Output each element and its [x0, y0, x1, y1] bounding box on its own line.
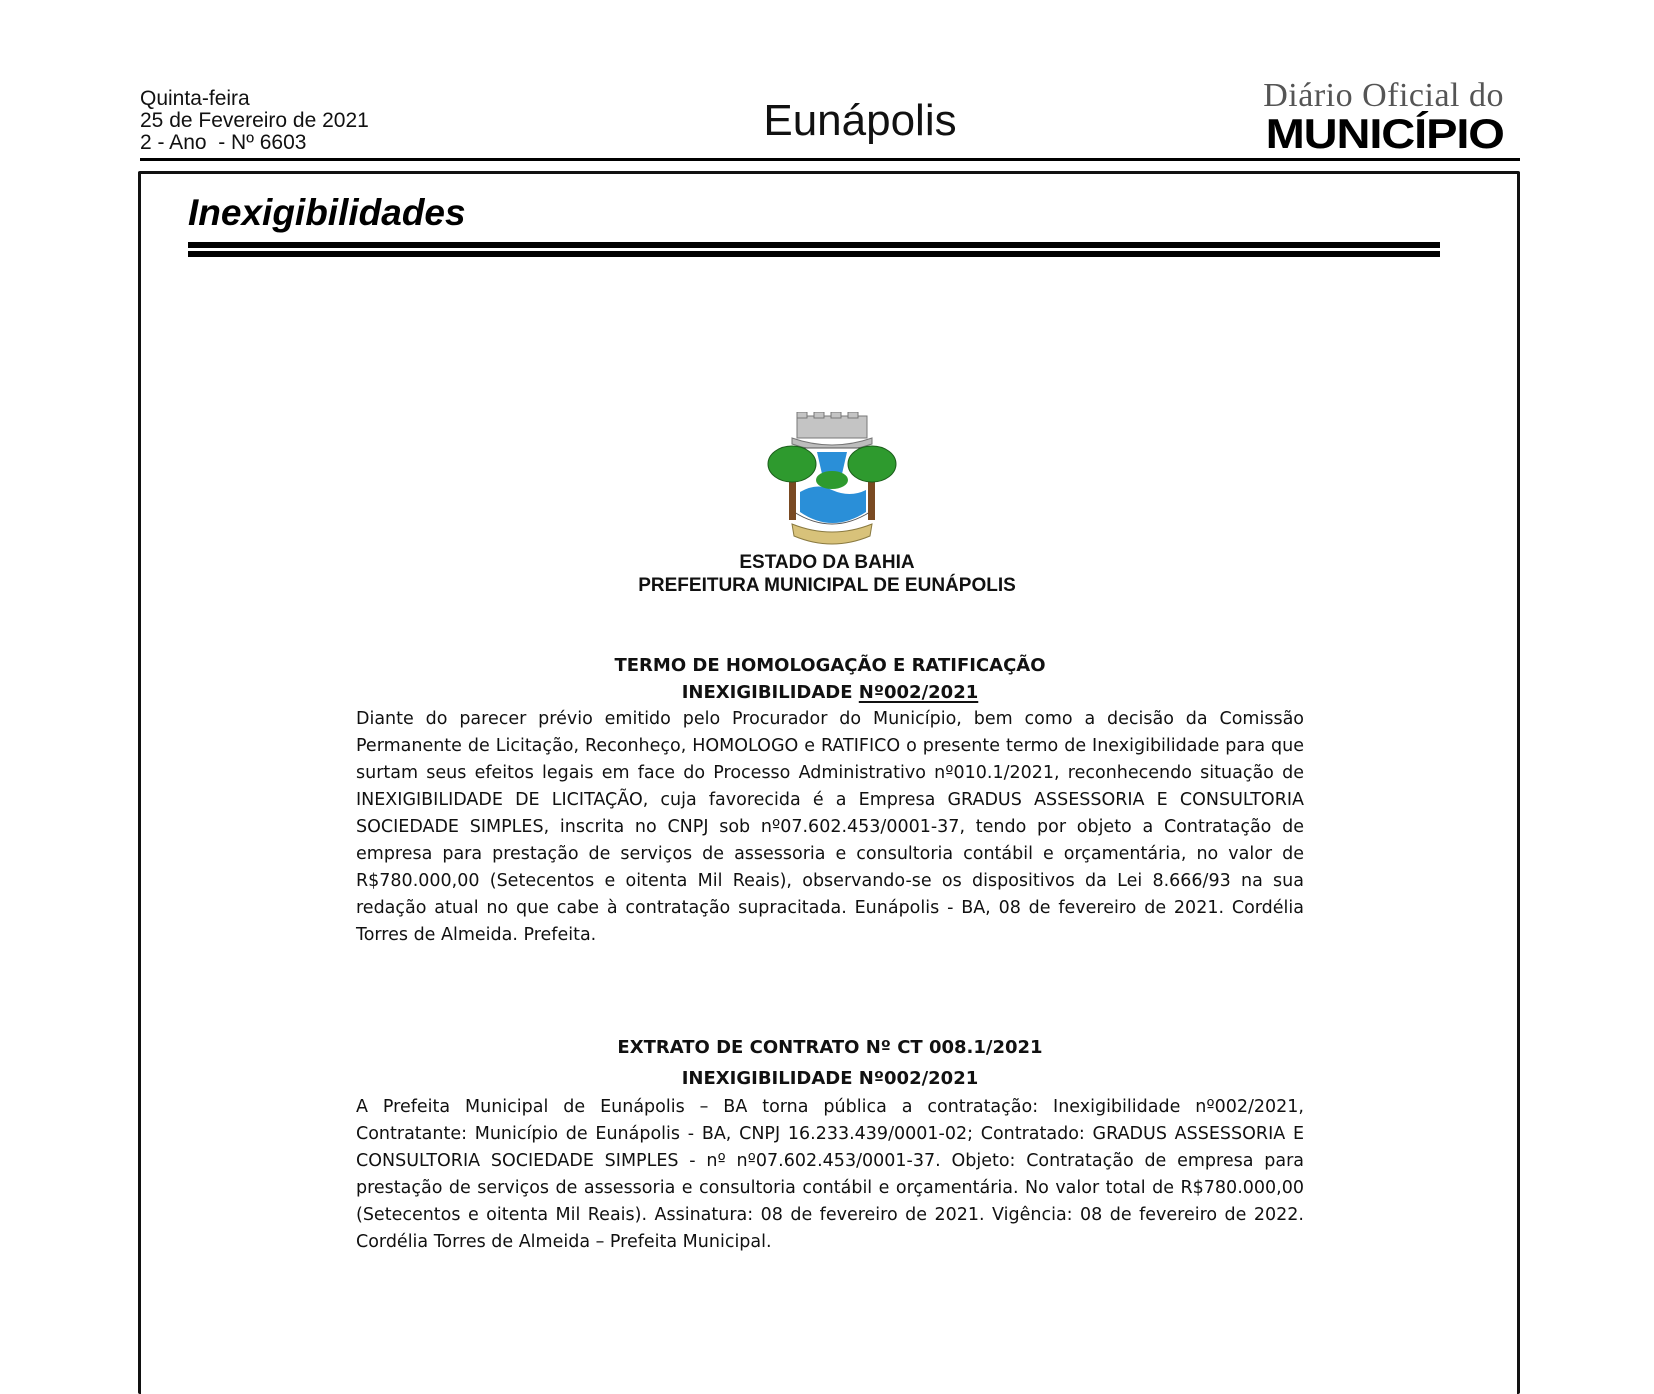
crown-icon	[792, 412, 872, 451]
section-rule-top	[188, 242, 1440, 248]
term-title: TERMO DE HOMOLOGAÇÃO E RATIFICAÇÃO	[614, 655, 1046, 676]
issue-weekday: Quinta-feira	[140, 87, 250, 110]
term-subtitle	[356, 679, 1304, 706]
contract-subtitle: INEXIGIBILIDADE Nº002/2021	[681, 1068, 979, 1089]
contract-title: EXTRATO DE CONTRATO Nº CT 008.1/2021	[617, 1037, 1043, 1058]
masthead-logo	[1263, 77, 1504, 157]
header-rule	[140, 158, 1520, 161]
section-title: Inexigibilidades	[188, 192, 466, 233]
issue-date: 25 de Fevereiro de 2021	[140, 109, 369, 132]
masthead-line2: MUNICÍPIO	[1265, 110, 1504, 157]
city-name: Eunápolis	[763, 96, 957, 145]
term-subtitle-number: Nº002/2021	[858, 682, 979, 703]
masthead-line1: Diário Oficial do	[1263, 77, 1504, 114]
homologation-term	[356, 652, 1304, 949]
issue-edition: 2 - Ano - Nº 6603	[140, 131, 307, 154]
term-subtitle-prefix: INEXIGIBILIDADE	[681, 682, 859, 703]
contract-body: A Prefeita Municipal de Eunápolis – BA torna pública a contratação: Inexigibilidade nº002/2021, Contratante: Município de Eunápolis - BA, CNPJ 16.233.439/0001-02; Contratado: GRADUS ASSESSORIA E CONSULTORIA SOCIEDADE SIMPLES - nº nº07.602.453/0001-37. Objeto: Contratação de empresa para prestação de serviços de assessoria e consultoria contábil e orçamentária. No valor total de R$780.000,00 (Setecentos e oitenta Mil Reais). Assinatura: 08 de fevereiro de 2021. Vigência: 08 de fevereiro de 2022. Cordélia Torres de Almeida – Prefeita Municipal.	[356, 1097, 1304, 1252]
municipal-coat-of-arms-icon	[762, 412, 902, 552]
contract-extract	[356, 1032, 1304, 1256]
term-body: Diante do parecer prévio emitido pelo Procurador do Município, bem como a decisão da Comissão Permanente de Licitação, Reconheço, HOMOLOGO e RATIFICO o presente termo de Inexigibilidade para que surtam seus efeitos legais em face do Processo Administrativo nº010.1/2021, reconhecendo situação de INEXIGIBILIDADE DE LICITAÇÃO, cuja favorecida é a Empresa GRADUS ASSESSORIA E CONSULTORIA SOCIEDADE SIMPLES, inscrita no CNPJ sob nº07.602.453/0001-37, tendo por objeto a Contratação de empresa para prestação de serviços de assessoria e consultoria contábil e orçamentária, no valor de R$780.000,00 (Setecentos e oitenta Mil Reais), observando-se os dispositivos da Lei 8.666/93 na sua redação atual no que cabe à contratação supracitada. Eunápolis - BA, 08 de fevereiro de 2021. Cordélia Torres de Almeida. Prefeita.	[356, 709, 1304, 945]
org-prefecture: PREFEITURA MUNICIPAL DE EUNÁPOLIS	[638, 575, 1016, 596]
section-rule-bottom	[188, 251, 1440, 257]
org-state: ESTADO DA BAHIA	[739, 552, 915, 573]
